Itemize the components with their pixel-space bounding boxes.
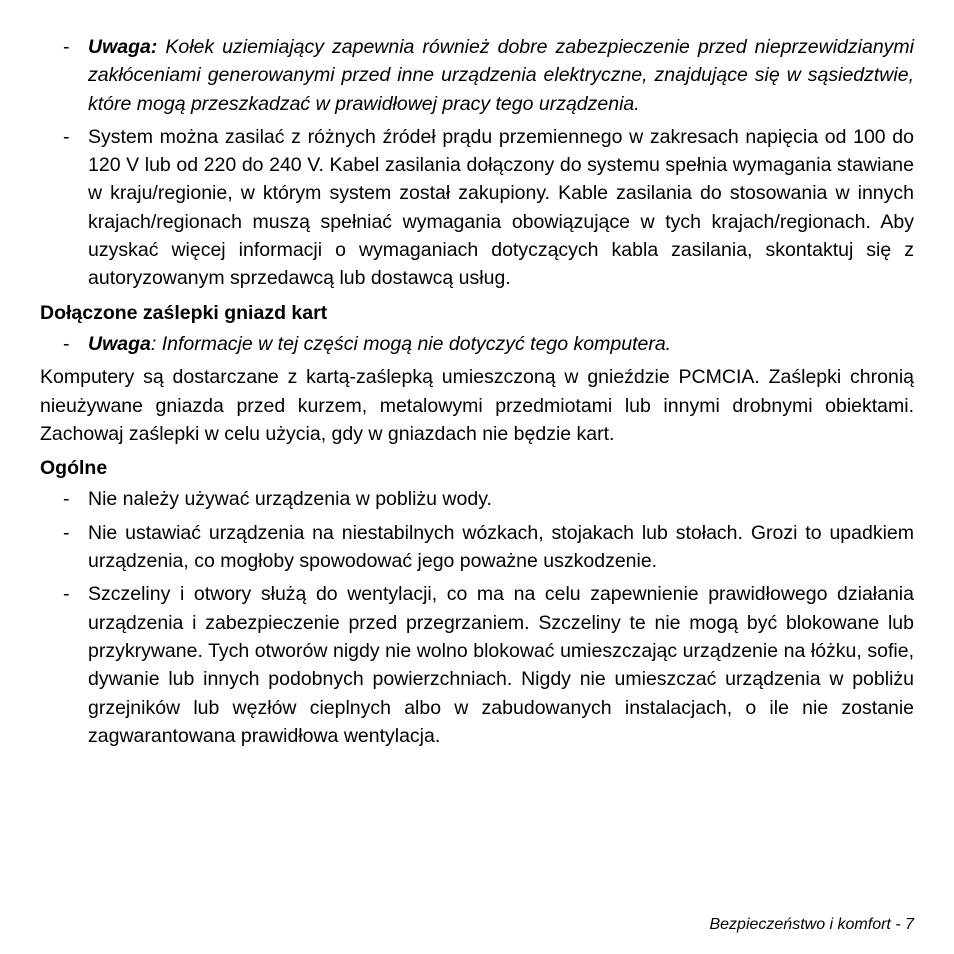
list-item-text: System można zasilać z różnych źródeł prądu przemiennego w zakresach napięcia od 100 do 120 V lub od 220 do 240 V. Kabel zasilania dołączony do systemu spełnia wymagania stawiane w kraju/regionie, w którym system został zakupiony. Kable zasilania do stosowania w innych krajach/regionach muszą spełniać wymagania obowiązujące w tych krajach/regionach. Aby uzyskać więcej informacji o wymaganiach dotyczących kabla zasilania, skontaktuj się z autoryzowanym sprzedawcą lub dostawcą usług.	[88, 125, 914, 290]
list-dash: -	[63, 521, 70, 544]
section-heading-general: Ogólne	[40, 457, 108, 480]
footer-separator: -	[890, 916, 906, 933]
list-dash: -	[63, 332, 70, 355]
note-text: : Informacje w tej części mogą nie dotyczyć tego komputera.	[150, 332, 672, 355]
list-dash: -	[63, 583, 70, 606]
list-item	[40, 123, 914, 293]
list-item-text: Nie należy używać urządzenia w pobliżu wody.	[88, 488, 492, 511]
list-item-text: Szczeliny i otwory służą do wentylacji, co ma na celu zapewnienie prawidłowego działania urządzenia i zabezpieczenie przed przegrzaniem. Szczeliny te nie mogą być blokowane lub przykrywane. Tych otworów nigdy nie wolno blokować umieszczając urządzenie na łóżku, sofie, dywanie lub innych podobnych powierzchniach. Nigdy nie umieszczać urządzenia w pobliżu grzejników lub węzłów cieplnych albo w zabudowanych instalacjach, o ile nie zostanie zagwarantowana prawidłowa wentylacja.	[88, 583, 914, 747]
list-item	[40, 33, 914, 118]
list-dash: -	[63, 125, 70, 148]
list-dash: -	[63, 488, 70, 511]
note-text: Kołek uziemiający zapewnia również dobre zabezpieczenie przed nieprzewidzianymi zakłóceniami generowanymi przed inne urządzenia elektryczne, znajdujące się w sąsiedztwie, które mogą przeszkadzać w prawidłowej pracy tego urządzenia.	[88, 36, 914, 115]
list-item	[40, 330, 914, 358]
page-number: 7	[905, 916, 914, 933]
list-dash: -	[63, 36, 70, 58]
list-item	[40, 580, 914, 750]
note-label: Uwaga:	[88, 36, 158, 58]
list-item	[40, 485, 914, 513]
page-footer	[709, 915, 914, 935]
list-item	[40, 519, 914, 576]
document-page	[40, 33, 914, 755]
card-slot-paragraph: Komputery są dostarczane z kartą-zaślepką umieszczoną w gnieździe PCMCIA. Zaślepki chronią nieużywane gniazda przed kurzem, metalowymi przedmiotami lub innymi drobnymi obiektami. Zachowaj zaślepki w celu użycia, gdy w gniazdach nie będzie kart.	[40, 366, 914, 445]
list-item-text: Nie ustawiać urządzenia na niestabilnych wózkach, stojakach lub stołach. Grozi to upadkiem urządzenia, co mogłoby spowodować jego poważne uszkodzenie.	[88, 521, 914, 573]
footer-section-title: Bezpieczeństwo i komfort	[709, 916, 891, 933]
note-label: Uwaga	[88, 332, 151, 355]
section-heading-card-slots: Dołączone zaślepki gniazd kart	[40, 301, 328, 324]
